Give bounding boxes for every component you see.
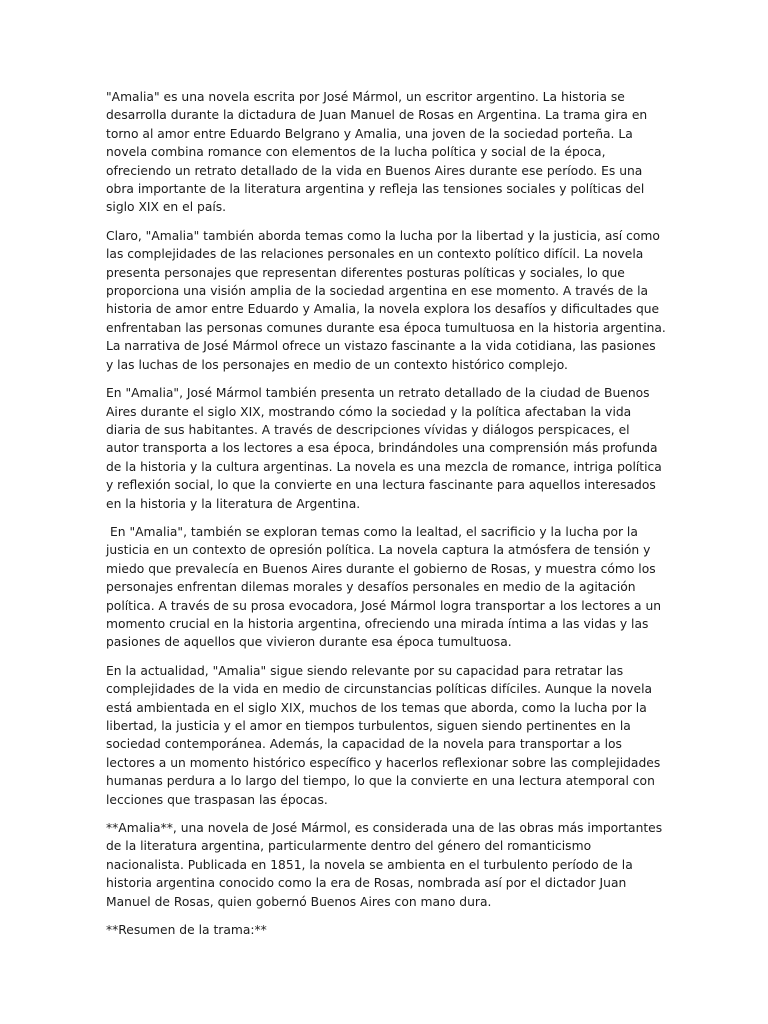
paragraph-themes: Claro, "Amalia" también aborda temas como la lucha por la libertad y la justicia, así como las complejidades de las relaciones personales en un contexto político difícil. La novela presenta personajes que representan diferentes posturas políticas y sociales, lo que proporciona una visión amplia de la sociedad argentina en ese momento. A través de la historia de amor entre Eduardo y Amalia, la novela explora los desafíos y dificultades que enfrentaban las personas comunes durante esa época tumultuosa en la historia argentina. La narrativa de José Mármol ofrece un vistazo fascinante a la vida cotidiana, las pasiones y las luchas de los personajes en medio de un contexto histórico complejo. — [106, 228, 666, 372]
paragraph-buenos-aires: En "Amalia", José Mármol también presenta un retrato detallado de la ciudad de Buenos Aires durante el siglo XIX, mostrando cómo la sociedad y la política afectaban la vida diaria de sus habitantes. A través de descripciones vívidas y diálogos perspicaces, el autor transporta a los lectores a esa época, brindándoles una comprensión más profunda de la historia y la cultura argentinas. La novela es una mezcla de romance, intriga política y reflexión social, lo que la convierte en una lectura fascinante para aquellos interesados en la historia y la literatura de Argentina. — [106, 386, 662, 511]
paragraph-relevance: En la actualidad, "Amalia" sigue siendo relevante por su capacidad para retratar las complejidades de la vida en medio de circunstancias políticas difíciles. Aunque la novela está ambientada en el siglo XIX, muchos de los temas que aborda, como la lucha por la libertad, la justicia y el amor en tiempos turbulentos, siguen siendo pertinentes en la sociedad contemporánea. Además, la capacidad de la novela para transportar a los lectores a un momento histórico específico y hacerlos reflexionar sobre las complejidades humanas perdura a lo largo del tiempo, lo que la convierte en una lectura atemporal con lecciones que traspasan las épocas. — [106, 663, 661, 807]
paragraph-intro: "Amalia" es una novela escrita por José Mármol, un escritor argentino. La historia se desarrolla durante la dictadura de Juan Manuel de Rosas en Argentina. La trama gira en torno al amor entre Eduardo Belgrano y Amalia, una joven de la sociedad porteña. La novela combina romance con elementos de la lucha política y social de la época, ofreciendo un retrato detallado de la vida en Buenos Aires durante ese período. Es una obra importante de la literatura argentina y refleja las tensiones sociales y políticas del siglo XIX en el país. — [106, 90, 648, 215]
section-heading-plot-summary: **Resumen de la trama:** — [106, 923, 267, 938]
document-page — [106, 88, 666, 949]
paragraph-loyalty: En "Amalia", también se exploran temas como la lealtad, el sacrificio y la lucha por la justicia en un contexto de opresión política. La novela captura la atmósfera de tensión y miedo que prevalecía en Buenos Aires durante el gobierno de Rosas, y muestra cómo los personajes enfrentan dilemas morales y desafíos personales en medio de la agitación política. A través de su prosa evocadora, José Mármol logra transportar a los lectores a un momento crucial en la historia argentina, ofreciendo una mirada íntima a las vidas y las pasiones de aquellos que vivieron durante esa época tumultuosa. — [106, 524, 662, 650]
paragraph-summary-intro: **Amalia**, una novela de José Mármol, es considerada una de las obras más importantes de la literatura argentina, particularmente dentro del género del romanticismo nacionalista. Publicada en 1851, la novela se ambienta en el turbulento período de la historia argentina conocido como la era de Rosas, nombrada así por el dictador Juan Manuel de Rosas, quien gobernó Buenos Aires con mano dura. — [106, 821, 663, 909]
